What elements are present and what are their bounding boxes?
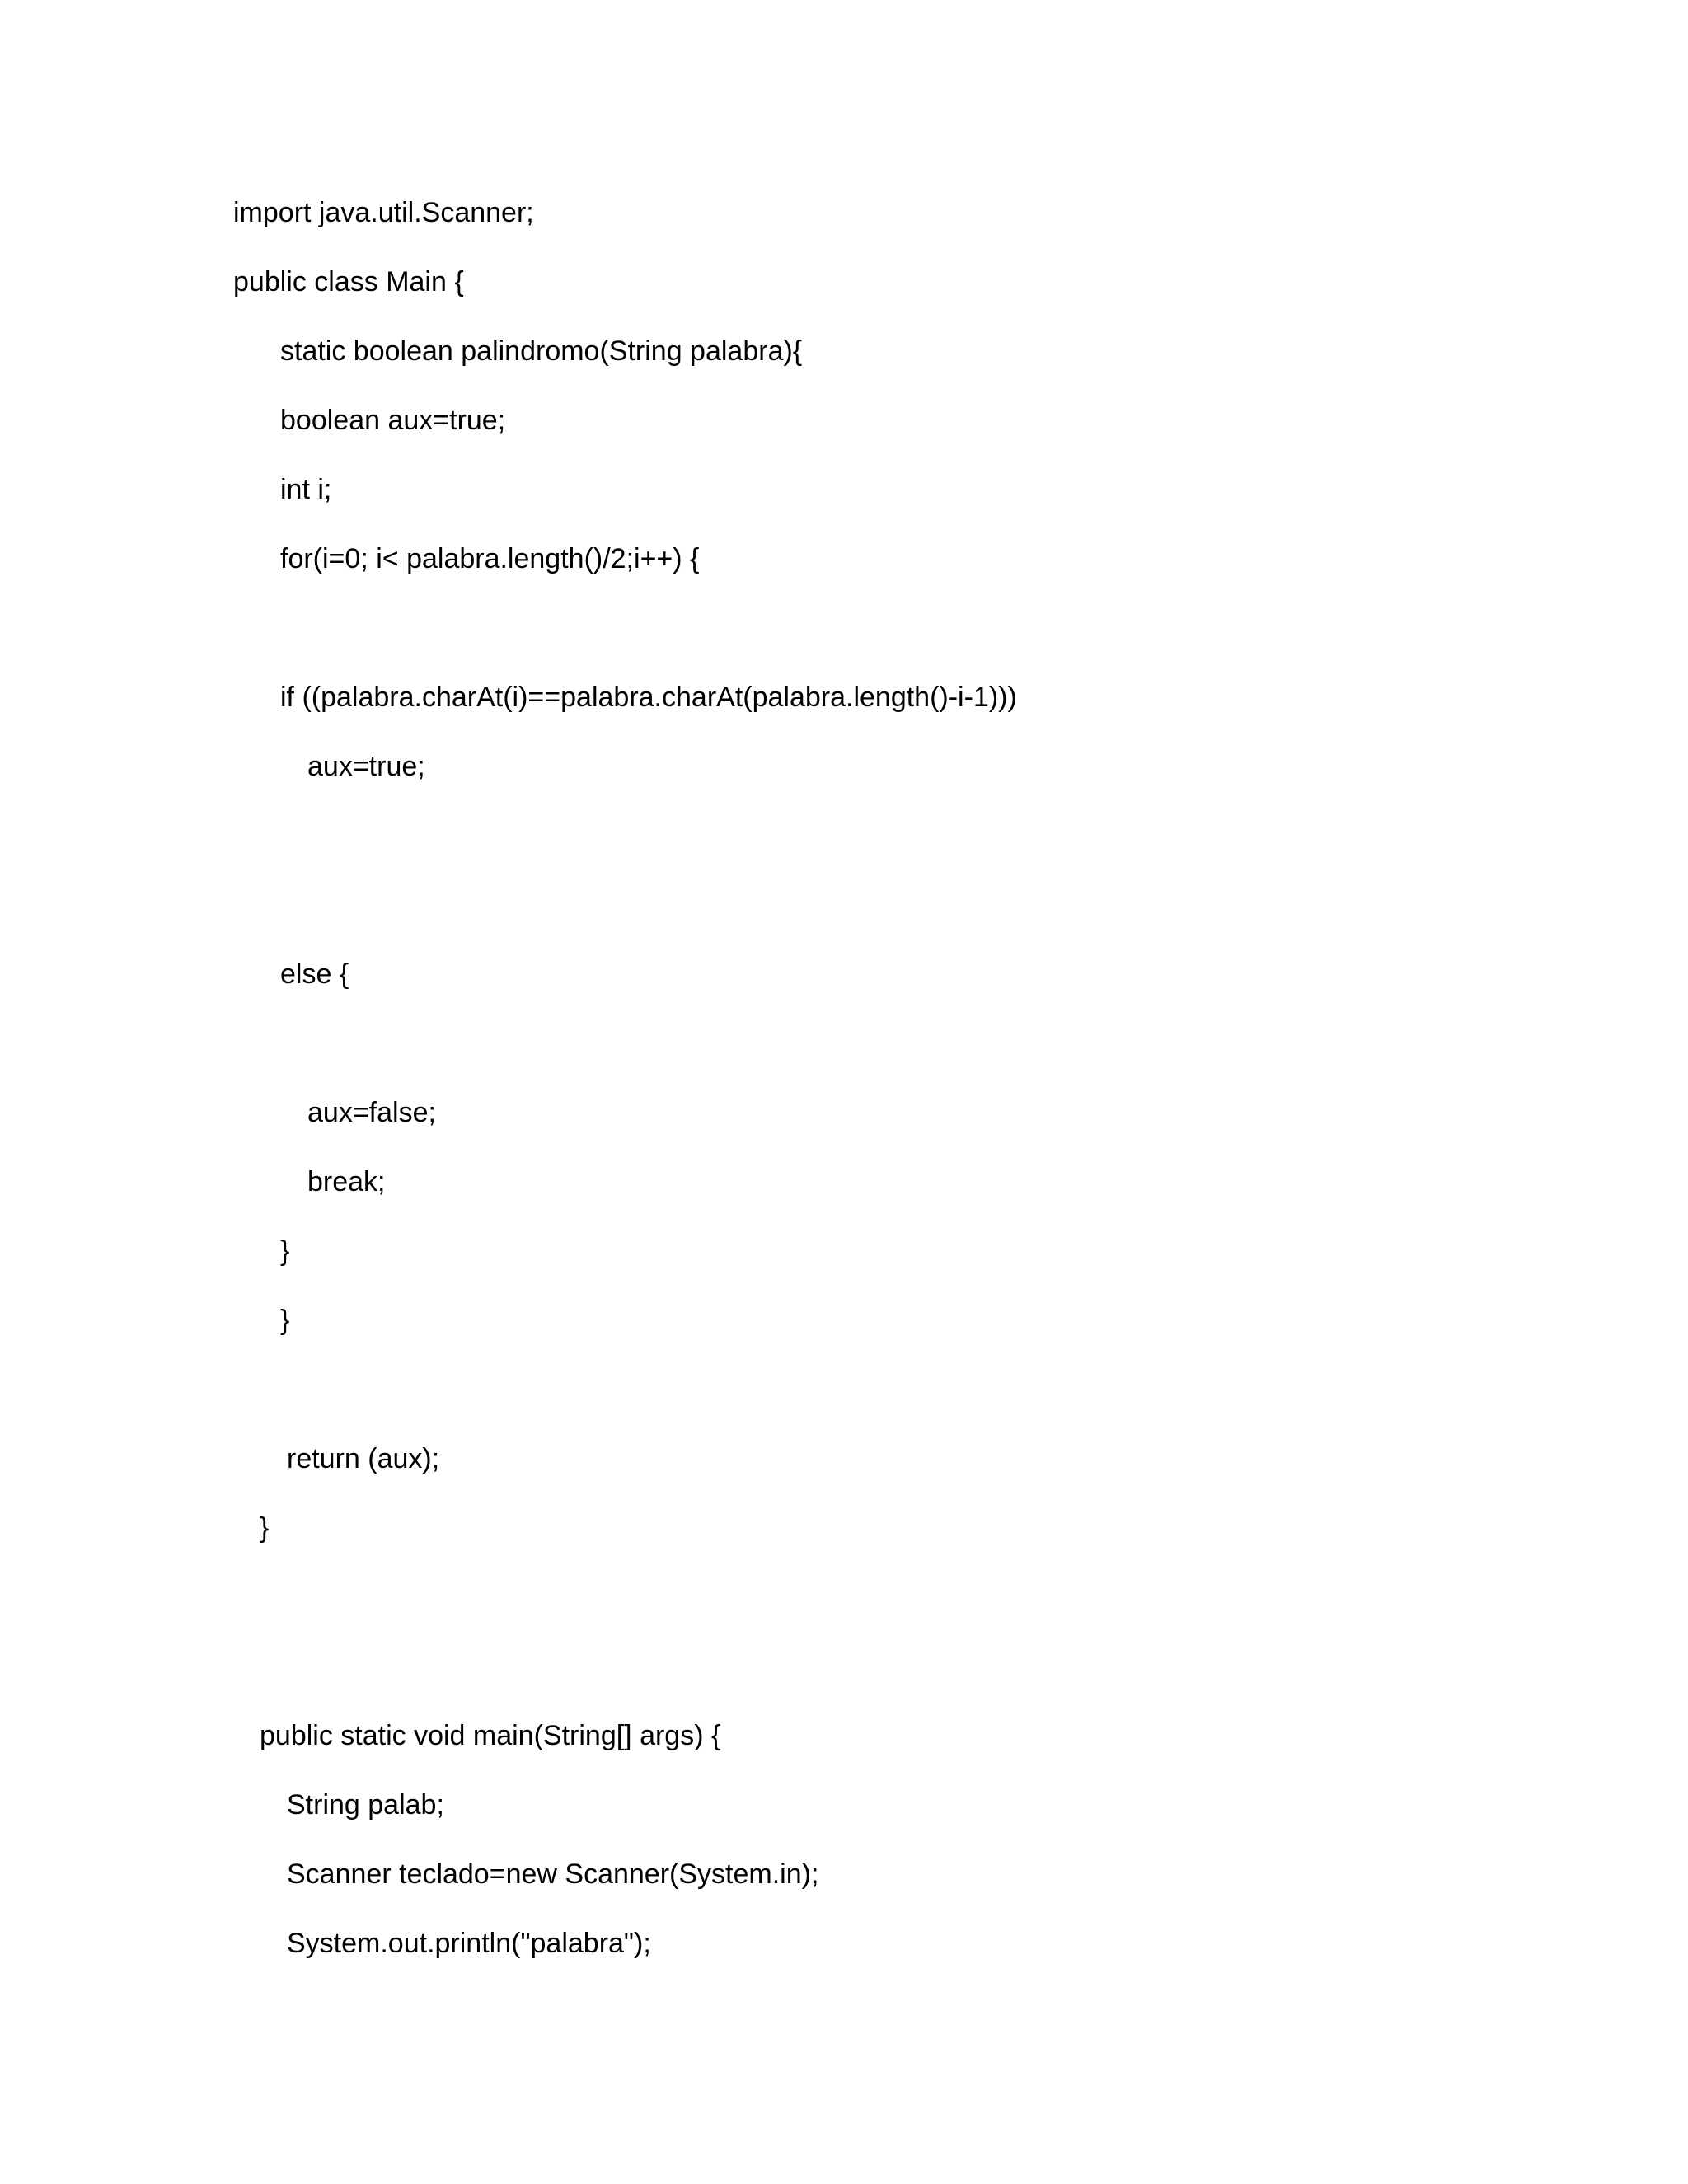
code-line: }: [280, 1235, 290, 1267]
code-line: System.out.println("palabra");: [287, 1928, 651, 1959]
code-line: else {: [280, 958, 349, 990]
code-line: int i;: [280, 474, 332, 505]
code-line: }: [280, 1305, 290, 1336]
code-line: public static void main(String[] args) {: [260, 1720, 721, 1751]
code-line: return (aux);: [287, 1443, 440, 1474]
code-line: static boolean palindromo(String palabra){: [280, 335, 803, 367]
code-line: aux=true;: [307, 751, 425, 782]
code-line: if ((palabra.charAt(i)==palabra.charAt(palabra.length()-i-1))): [280, 682, 1017, 713]
code-line: String palab;: [287, 1789, 444, 1821]
code-line: }: [260, 1512, 270, 1544]
code-line: public class Main {: [233, 266, 464, 298]
code-line: break;: [307, 1166, 386, 1197]
code-line: for(i=0; i< palabra.length()/2;i++) {: [280, 543, 700, 574]
code-line: import java.util.Scanner;: [233, 197, 534, 228]
code-line: aux=false;: [307, 1097, 436, 1128]
code-line: boolean aux=true;: [280, 405, 506, 436]
code-line: Scanner teclado=new Scanner(System.in);: [287, 1858, 819, 1890]
